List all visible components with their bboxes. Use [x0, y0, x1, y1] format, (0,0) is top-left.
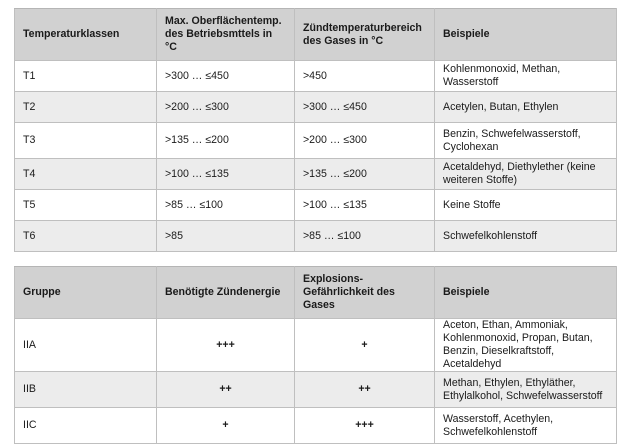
- table-row: [15, 92, 617, 123]
- cell-max-temp: >100 … ≤135: [157, 159, 295, 190]
- cell-max-temp: >85 … ≤100: [157, 190, 295, 221]
- cell-klasse: T6: [15, 221, 157, 252]
- cell-gruppe: IIC: [15, 408, 157, 444]
- cell-gruppe: IIA: [15, 319, 157, 372]
- header-explosions-gefaehrlichkeit: Explosions-Gefährlichkeit des Gases: [295, 267, 435, 319]
- cell-gefaehrlichkeit: +: [295, 319, 435, 372]
- cell-zuend-temp: >200 … ≤300: [295, 123, 435, 159]
- cell-beispiele: Methan, Ethylen, Ethyläther, Ethylalkohol, Schwefelwasserstoff: [435, 372, 617, 408]
- table-row: [15, 221, 617, 252]
- cell-max-temp: >200 … ≤300: [157, 92, 295, 123]
- cell-beispiele: Kohlenmonoxid, Methan, Wasserstoff: [435, 61, 617, 92]
- table-row: [15, 159, 617, 190]
- cell-beispiele: Benzin, Schwefelwasserstoff, Cyclohexan: [435, 123, 617, 159]
- cell-gefaehrlichkeit: ++: [295, 372, 435, 408]
- cell-zuend-temp: >300 … ≤450: [295, 92, 435, 123]
- header-gruppe: Gruppe: [15, 267, 157, 319]
- cell-zuendenergie: ++: [157, 372, 295, 408]
- table-row: [15, 372, 617, 408]
- cell-beispiele: Schwefelkohlenstoff: [435, 221, 617, 252]
- cell-max-temp: >300 … ≤450: [157, 61, 295, 92]
- cell-klasse: T5: [15, 190, 157, 221]
- cell-max-temp: >135 … ≤200: [157, 123, 295, 159]
- table-row: [15, 190, 617, 221]
- header-beispiele: Beispiele: [435, 9, 617, 61]
- cell-zuendenergie: +++: [157, 319, 295, 372]
- cell-beispiele: Acetylen, Butan, Ethylen: [435, 92, 617, 123]
- header-zuendenergie: Benötigte Zündenergie: [157, 267, 295, 319]
- header-temperaturklassen: Temperaturklassen: [15, 9, 157, 61]
- header-max-oberflaechentemp: Max. Oberflächentemp. des Betriebsmttels in °C: [157, 9, 295, 61]
- cell-klasse: T1: [15, 61, 157, 92]
- cell-max-temp: >85: [157, 221, 295, 252]
- cell-beispiele: Keine Stoffe: [435, 190, 617, 221]
- table-row: [15, 408, 617, 444]
- table-row: [15, 61, 617, 92]
- cell-klasse: T4: [15, 159, 157, 190]
- table-row: [15, 123, 617, 159]
- cell-beispiele: Wasserstoff, Acethylen, Schwefelkohlenstoff: [435, 408, 617, 444]
- cell-gruppe: IIB: [15, 372, 157, 408]
- cell-klasse: T3: [15, 123, 157, 159]
- temperature-class-table: [14, 8, 617, 252]
- cell-zuend-temp: >450: [295, 61, 435, 92]
- header-zuendtemperaturbereich: Zündtemperaturbereich des Gases in °C: [295, 9, 435, 61]
- cell-zuend-temp: >100 … ≤135: [295, 190, 435, 221]
- header-beispiele: Beispiele: [435, 267, 617, 319]
- cell-beispiele: Aceton, Ethan, Ammoniak, Kohlenmonoxid, Propan, Butan, Benzin, Dieselkraftstoff, Acetaldehyd: [435, 319, 617, 372]
- cell-zuend-temp: >85 … ≤100: [295, 221, 435, 252]
- cell-zuend-temp: >135 … ≤200: [295, 159, 435, 190]
- table-header-row: [15, 9, 617, 61]
- table-row: [15, 319, 617, 372]
- gas-group-table: [14, 266, 617, 444]
- cell-zuendenergie: +: [157, 408, 295, 444]
- cell-gefaehrlichkeit: +++: [295, 408, 435, 444]
- table-header-row: [15, 267, 617, 319]
- cell-klasse: T2: [15, 92, 157, 123]
- cell-beispiele: Acetaldehyd, Diethylether (keine weiteren Stoffe): [435, 159, 617, 190]
